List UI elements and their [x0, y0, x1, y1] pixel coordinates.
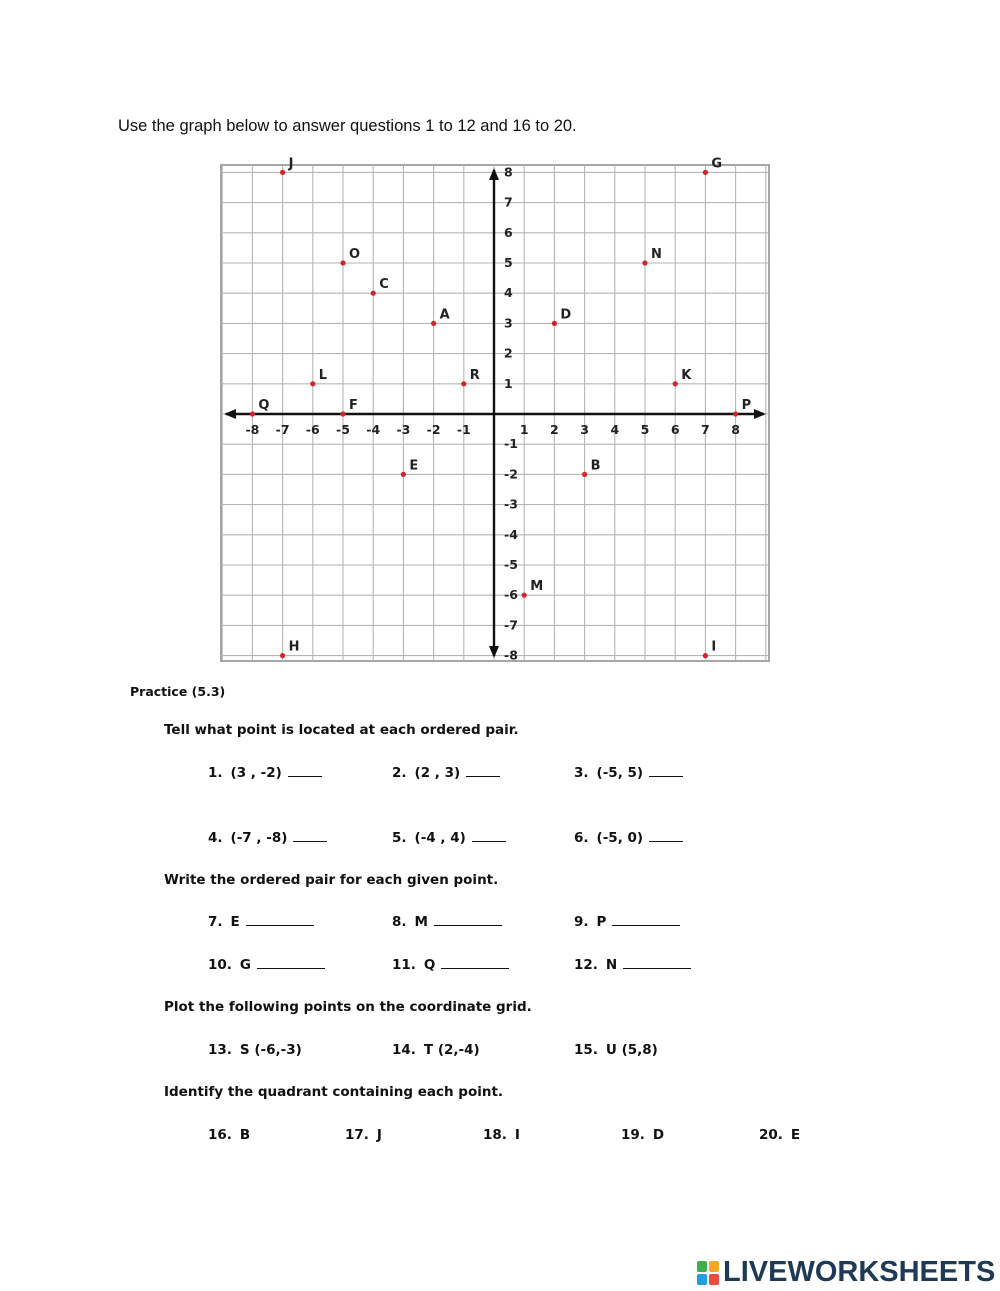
answer-blank[interactable] [649, 775, 683, 777]
point-label: M [530, 579, 544, 595]
point-label: J [288, 156, 294, 172]
section-heading-quadrant: Identify the quadrant containing each point. [164, 1084, 504, 1100]
point-G [703, 170, 708, 175]
point-K [673, 381, 678, 386]
x-tick-label: 1 [519, 422, 529, 437]
question-number: 10. [208, 957, 232, 973]
x-tick-label: -4 [366, 422, 381, 437]
question-text: J [376, 1127, 382, 1143]
question-number: 12. [574, 957, 598, 973]
question-20 [759, 1127, 800, 1143]
question-15 [574, 1042, 658, 1058]
question-number: 14. [392, 1042, 416, 1058]
question-14 [392, 1042, 480, 1058]
y-tick-label: 5 [504, 255, 513, 270]
answer-blank[interactable] [293, 840, 327, 842]
question-18 [483, 1127, 520, 1143]
answer-blank[interactable] [649, 840, 683, 842]
point-label: F [349, 398, 358, 413]
point-N [642, 260, 647, 265]
question-text: Q [423, 957, 436, 973]
point-E [401, 472, 406, 477]
point-O [340, 260, 345, 265]
answer-blank[interactable] [257, 967, 325, 969]
point-label: A [439, 307, 450, 323]
question-text: (-5, 5) [596, 765, 644, 781]
question-number: 13. [208, 1042, 232, 1058]
question-2 [392, 765, 500, 781]
question-text: U (5,8) [605, 1042, 658, 1058]
coordinate-grid [220, 156, 770, 663]
x-tick-label: -8 [245, 422, 260, 437]
point-label: O [349, 247, 361, 262]
question-text: E [790, 1127, 801, 1143]
question-number: 16. [208, 1127, 232, 1143]
y-tick-label: -5 [504, 557, 518, 572]
answer-blank[interactable] [441, 967, 509, 969]
point-label: H [288, 639, 300, 655]
answer-blank[interactable] [246, 924, 314, 926]
x-tick-label: -1 [456, 422, 471, 437]
question-number: 4. [208, 830, 223, 846]
x-tick-label: 8 [731, 422, 740, 437]
point-M [522, 593, 527, 598]
logo-mark-icon [697, 1261, 719, 1285]
question-text: (-7 , -8) [230, 830, 288, 846]
instructions-text: Use the graph below to answer questions 1 to 12 and 16 to 20. [118, 117, 577, 135]
point-D [552, 321, 557, 326]
x-tick-label: -6 [305, 422, 320, 437]
question-19 [621, 1127, 664, 1143]
x-tick-label: 6 [670, 422, 680, 437]
point-L [310, 381, 315, 386]
question-text: D [652, 1127, 665, 1143]
x-tick-label: -2 [426, 422, 441, 437]
y-tick-label: 3 [504, 315, 513, 331]
point-B [582, 472, 587, 477]
liveworksheets-logo [697, 1256, 995, 1289]
point-label: G [711, 156, 723, 172]
question-10 [208, 957, 325, 973]
point-label: C [379, 277, 389, 293]
question-number: 1. [208, 765, 223, 781]
question-4 [208, 830, 327, 846]
question-text: E [230, 914, 240, 930]
question-number: 3. [574, 765, 589, 781]
question-text: T (2,-4) [423, 1042, 480, 1058]
point-C [371, 291, 376, 296]
x-tick-label: -7 [275, 422, 290, 437]
logo-square [697, 1261, 707, 1272]
point-label: R [469, 367, 480, 383]
y-tick-label: -2 [504, 466, 518, 482]
question-13 [208, 1042, 302, 1058]
question-8 [392, 914, 502, 930]
question-3 [574, 765, 683, 781]
section-heading-write-pair: Write the ordered pair for each given point. [164, 872, 499, 888]
question-16 [208, 1127, 250, 1143]
point-label: B [590, 458, 601, 474]
question-number: 11. [392, 957, 416, 973]
question-text: (-4 , 4) [414, 830, 466, 846]
y-tick-label: -4 [504, 526, 518, 542]
point-I [703, 653, 708, 658]
x-tick-label: 3 [580, 422, 589, 437]
question-text: G [239, 957, 252, 973]
question-text: I [514, 1127, 520, 1143]
x-tick-label: 5 [640, 422, 650, 437]
practice-title: Practice (5.3) [130, 684, 226, 699]
point-label: K [681, 367, 692, 383]
section-heading-plot: Plot the following points on the coordinate grid. [164, 999, 532, 1015]
x-tick-label: -5 [336, 422, 350, 437]
y-tick-label: 4 [504, 285, 513, 301]
logo-square [709, 1261, 719, 1272]
answer-blank[interactable] [623, 967, 691, 969]
logo-square [709, 1274, 719, 1285]
y-tick-label: 8 [504, 164, 513, 180]
point-label: Q [258, 398, 270, 413]
x-tick-label: 2 [550, 422, 559, 437]
question-number: 15. [574, 1042, 598, 1058]
question-6 [574, 830, 683, 846]
point-J [280, 170, 285, 175]
question-number: 19. [621, 1127, 645, 1143]
question-number: 6. [574, 830, 589, 846]
question-text: S (-6,-3) [239, 1042, 302, 1058]
point-label: I [711, 639, 717, 655]
answer-blank[interactable] [612, 924, 680, 926]
point-A [431, 321, 436, 326]
answer-blank[interactable] [466, 775, 500, 777]
question-1 [208, 765, 322, 781]
question-number: 17. [345, 1127, 369, 1143]
point-label: P [741, 398, 752, 413]
question-text: (2 , 3) [414, 765, 461, 781]
y-tick-label: -6 [504, 587, 518, 603]
question-text: B [239, 1127, 251, 1143]
question-text: (3 , -2) [230, 765, 282, 781]
logo-text: LIVEWORKSHEETS [723, 1256, 996, 1288]
point-label: D [560, 307, 572, 323]
question-5 [392, 830, 506, 846]
answer-blank[interactable] [472, 840, 506, 842]
answer-blank[interactable] [434, 924, 502, 926]
y-tick-label: -8 [504, 647, 518, 663]
x-tick-label: 7 [701, 422, 710, 437]
section-heading-ordered-pair: Tell what point is located at each ordered pair. [164, 722, 519, 738]
answer-blank[interactable] [288, 775, 322, 777]
point-label: L [318, 367, 328, 383]
question-number: 7. [208, 914, 223, 930]
point-R [461, 381, 466, 386]
point-F [340, 411, 345, 416]
y-tick-label: 1 [504, 375, 513, 391]
point-label: E [409, 458, 419, 474]
y-tick-label: 7 [504, 194, 513, 210]
question-text: M [414, 914, 428, 930]
question-9 [574, 914, 680, 930]
question-number: 5. [392, 830, 407, 846]
question-12 [574, 957, 691, 973]
point-Q [250, 411, 255, 416]
y-tick-label: -7 [504, 617, 518, 633]
x-tick-label: 4 [610, 422, 620, 437]
question-text: (-5, 0) [596, 830, 644, 846]
y-tick-label: -3 [504, 496, 518, 512]
question-number: 9. [574, 914, 589, 930]
question-number: 8. [392, 914, 407, 930]
question-number: 18. [483, 1127, 507, 1143]
question-11 [392, 957, 509, 973]
question-number: 20. [759, 1127, 783, 1143]
question-17 [345, 1127, 382, 1143]
y-tick-label: 2 [504, 345, 513, 361]
question-text: N [605, 957, 618, 973]
y-tick-label: -1 [504, 436, 518, 452]
point-P [733, 411, 738, 416]
x-tick-label: -3 [396, 422, 411, 437]
logo-square [697, 1274, 707, 1285]
point-H [280, 653, 285, 658]
question-7 [208, 914, 314, 930]
y-tick-label: 6 [504, 224, 513, 240]
point-label: N [651, 247, 662, 262]
question-number: 2. [392, 765, 407, 781]
question-text: P [596, 914, 607, 930]
